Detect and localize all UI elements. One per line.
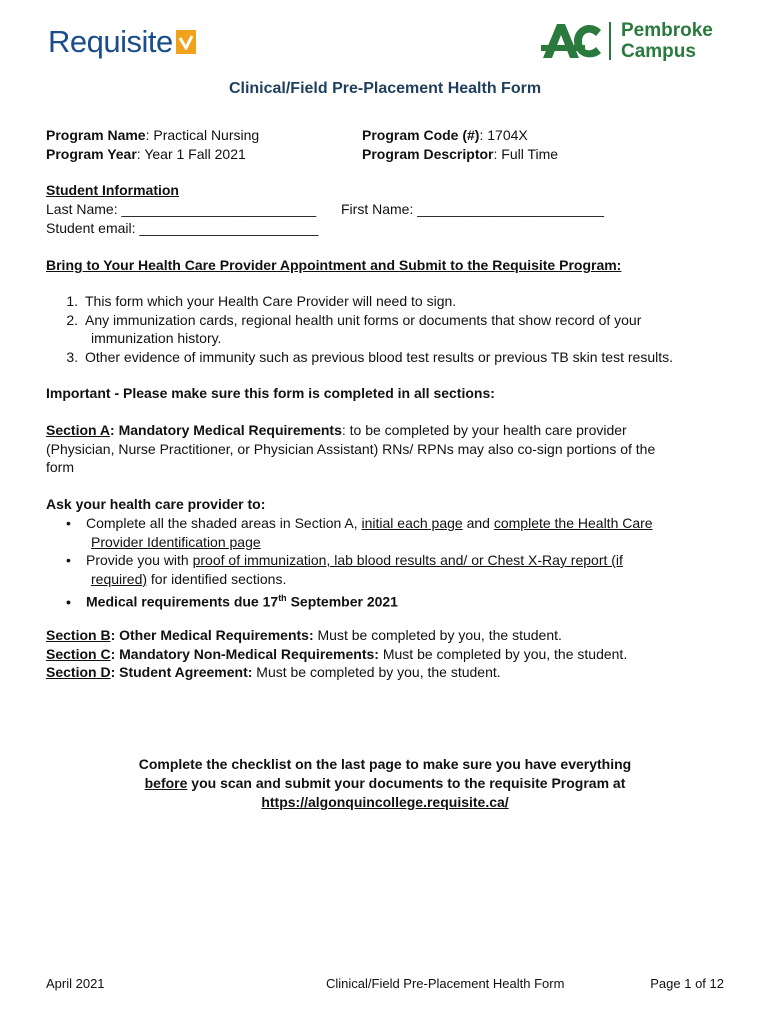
campus-line-1: Pembroke <box>621 20 713 41</box>
list-text: Other evidence of immunity such as previous blood test results or previous TB skin test results. <box>85 349 673 365</box>
list-item <box>56 311 641 330</box>
section-label: Section B <box>46 627 111 643</box>
bullet-superscript: th <box>278 593 287 603</box>
bullet-underline: initial each page <box>361 515 463 531</box>
bullet-underline: required) <box>91 571 148 587</box>
student-info-heading: Student Information <box>46 182 179 198</box>
bullet-icon: • <box>66 552 71 568</box>
requisite-logo <box>48 24 196 60</box>
section-a-label: Section A <box>46 422 111 438</box>
section-a-text: : to be completed by your health care provider <box>341 422 627 438</box>
bullet-text: and <box>462 515 494 531</box>
footer-page-number: Page 1 of 12 <box>650 976 724 991</box>
section-c <box>46 645 627 664</box>
section-title: : Other Medical Requirements: <box>110 627 314 643</box>
section-label: Section D <box>46 664 111 680</box>
checklist-note-1: Complete the checklist on the last page to make sure you have everything <box>138 756 632 772</box>
section-b <box>46 626 562 645</box>
program-name <box>46 126 259 145</box>
bullet-text-continued <box>91 570 286 589</box>
bullet-icon: • <box>66 515 71 531</box>
ask-heading: Ask your health care provider to: <box>46 496 266 512</box>
section-a-title: : Mandatory Medical Requirements <box>110 422 342 438</box>
section-a-text-2: (Physician, Nurse Practitioner, or Physician Assistant) RNs/ RPNs may also co-sign portions of the <box>46 441 656 457</box>
program-code-value: : 1704X <box>479 127 528 143</box>
section-title: : Student Agreement: <box>110 664 253 680</box>
bullet-text: Medical requirements due 17 <box>86 593 279 610</box>
pembroke-campus-logo <box>541 20 713 62</box>
list-item <box>56 348 673 367</box>
program-name-value: : Practical Nursing <box>145 127 260 143</box>
checkmark-icon <box>176 30 196 54</box>
list-number: 3. <box>66 349 78 365</box>
requisite-logo-text: Requisite <box>48 24 173 59</box>
bullet-text: September 2021 <box>286 593 398 610</box>
list-text: Any immunization cards, regional health unit forms or documents that show record of your <box>85 312 642 328</box>
student-email-field[interactable]: Student email: _______________________ <box>46 220 319 236</box>
list-item <box>56 292 456 311</box>
bullet-icon: • <box>66 593 71 610</box>
bullet-text: for identified sections. <box>147 571 287 587</box>
page-title: Clinical/Field Pre-Placement Health Form <box>228 80 542 97</box>
bullet-underline: proof of immunization, lab blood results and/ or Chest X-Ray report (if <box>192 552 623 568</box>
requisite-url-link[interactable]: https://algonquincollege.requisite.ca/ <box>261 794 509 810</box>
bullet-text: Complete all the shaded areas in Section A, <box>86 515 362 531</box>
last-name-field[interactable]: Last Name: _________________________ <box>46 201 317 217</box>
section-d <box>46 663 501 682</box>
section-text: Must be completed by you, the student. <box>378 646 628 662</box>
algonquin-ac-logo-icon <box>541 22 603 60</box>
first-name-field[interactable]: First Name: ________________________ <box>341 201 605 217</box>
bullet-item <box>66 589 398 611</box>
checklist-before: before <box>144 775 188 791</box>
program-descriptor-label: Program Descriptor <box>362 146 494 162</box>
program-code <box>362 126 528 145</box>
section-title: : Mandatory Non-Medical Requirements: <box>110 646 379 662</box>
section-text: Must be completed by you, the student. <box>313 627 562 643</box>
section-a-text-3: form <box>46 459 74 475</box>
program-name-label: Program Name <box>46 127 146 143</box>
bullet-item <box>66 551 623 570</box>
list-text-continued: immunization history. <box>91 330 222 346</box>
checklist-note-2 <box>0 774 770 793</box>
bring-heading: Bring to Your Health Care Provider Appointment and Submit to the Requisite Program: <box>46 257 622 273</box>
list-text: This form which your Health Care Provider will need to sign. <box>85 293 457 309</box>
campus-line-2: Campus <box>621 41 696 62</box>
program-descriptor <box>362 145 558 164</box>
program-year-value: : Year 1 Fall 2021 <box>136 146 246 162</box>
section-label: Section C <box>46 646 111 662</box>
footer-date: April 2021 <box>46 976 105 991</box>
bullet-item <box>66 514 653 533</box>
program-descriptor-value: : Full Time <box>493 146 559 162</box>
program-year <box>46 145 246 164</box>
checklist-text: you scan and submit your documents to the requisite Program at <box>187 775 626 791</box>
program-code-label: Program Code (#) <box>362 127 480 143</box>
section-text: Must be completed by you, the student. <box>252 664 501 680</box>
list-number: 2. <box>66 312 78 328</box>
bullet-underline: complete the Health Care <box>493 515 653 531</box>
footer-title: Clinical/Field Pre-Placement Health Form <box>326 976 565 991</box>
section-a <box>46 421 627 440</box>
bullet-text-continued: Provider Identification page <box>91 534 261 550</box>
bullet-text: Provide you with <box>86 552 193 568</box>
program-year-label: Program Year <box>46 146 137 162</box>
important-note: Important - Please make sure this form is completed in all sections: <box>46 385 495 401</box>
logo-divider <box>609 22 611 60</box>
list-number: 1. <box>66 293 78 309</box>
